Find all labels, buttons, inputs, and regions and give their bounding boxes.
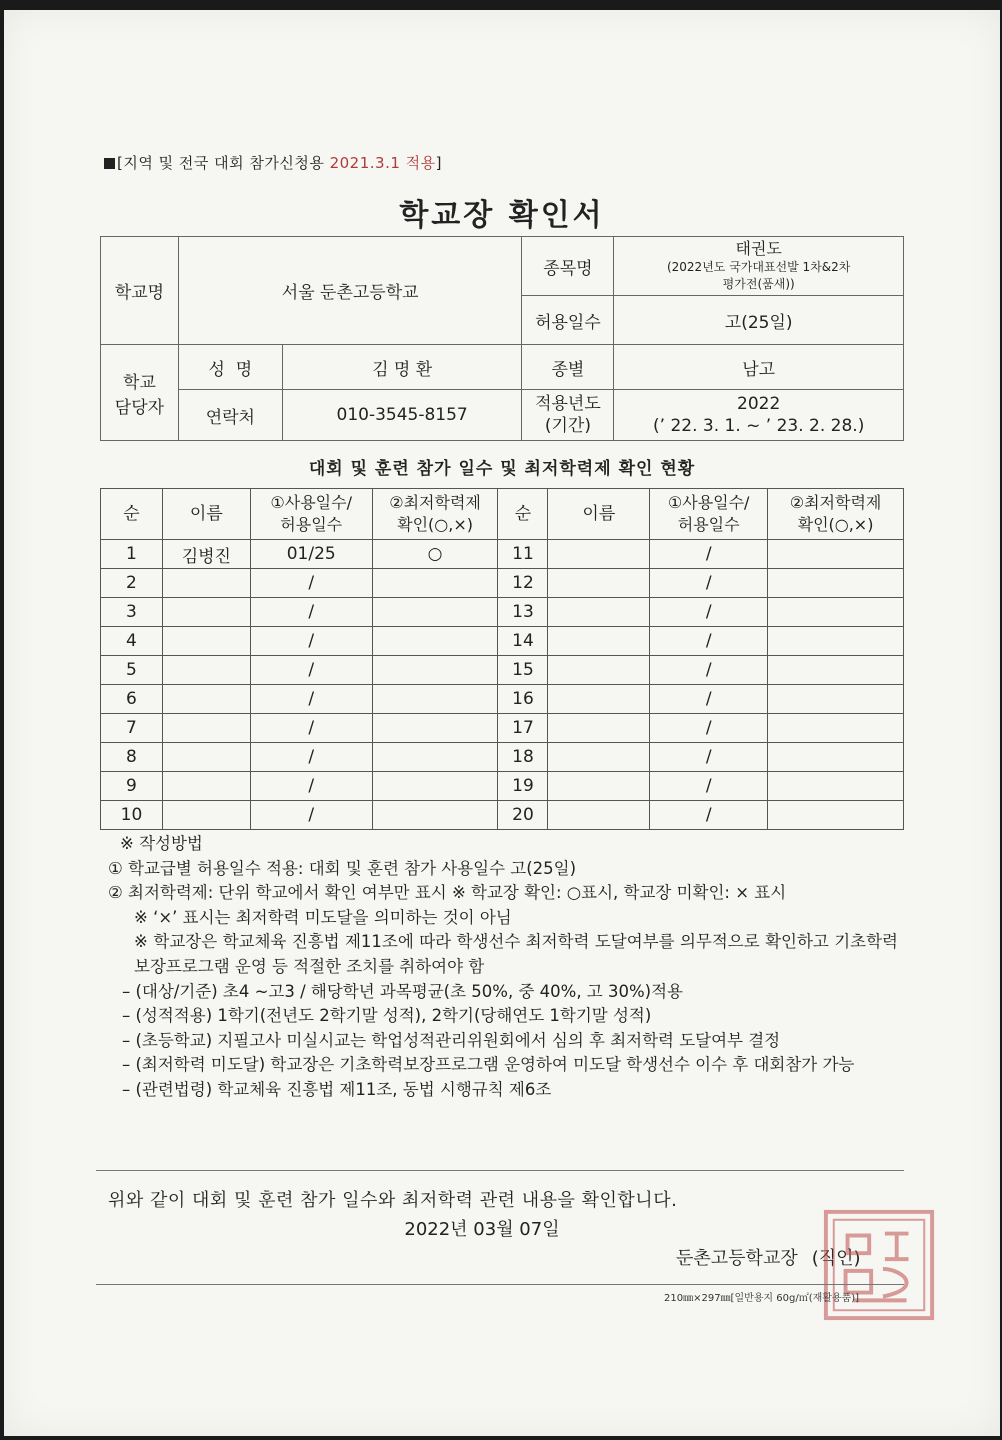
- athlete-name: [548, 656, 650, 685]
- row-number: 2: [101, 569, 163, 598]
- table-row: [101, 801, 904, 830]
- event-cell: [614, 237, 904, 296]
- event-detail-2: 평가전(품새)): [722, 277, 795, 291]
- document-page: [4, 10, 1000, 1436]
- athlete-name: [162, 598, 250, 627]
- academic-check: [372, 598, 498, 627]
- days-label: 허용일수: [522, 296, 614, 345]
- row-number: 8: [101, 743, 163, 772]
- row-number: 4: [101, 627, 163, 656]
- academic-check: [768, 772, 904, 801]
- name-label: 성 명: [178, 345, 282, 390]
- days-used: /: [250, 627, 372, 656]
- col-days-right: [650, 489, 768, 540]
- manager-label-2: 담당자: [114, 397, 165, 418]
- manager-label-1: 학교: [123, 372, 156, 393]
- col-academic-left-1: ②최저학력제: [389, 493, 481, 512]
- col-no-left: 순: [101, 489, 163, 540]
- row-number: 14: [498, 627, 548, 656]
- table-row: [101, 598, 904, 627]
- days-used: /: [650, 598, 768, 627]
- athlete-name: [162, 569, 250, 598]
- issue-date: 2022년 03월 07일: [404, 1219, 560, 1240]
- header-applied-date: 2021.3.1 적용: [329, 154, 436, 172]
- year-label-2: (기간): [544, 416, 591, 436]
- year-period: (’ 22. 3. 1. ~ ’ 23. 2. 28.): [653, 416, 865, 436]
- school-value: 서울 둔촌고등학교: [178, 237, 522, 345]
- athlete-name: [548, 598, 650, 627]
- gender-label: 종별: [522, 345, 614, 390]
- col-days-right-2: 허용일수: [677, 515, 740, 534]
- row-number: 10: [101, 801, 163, 830]
- athlete-name: [548, 569, 650, 598]
- note-9: – (관련법령) 학교체육 진흥법 제11조, 동법 시행규칙 제6조: [122, 1079, 552, 1099]
- athlete-name: [162, 743, 250, 772]
- section-title: 대회 및 훈련 참가 일수 및 최저학력제 확인 현황: [308, 459, 696, 479]
- row-number: 17: [498, 714, 548, 743]
- academic-check: [372, 569, 498, 598]
- academic-check: [768, 598, 904, 627]
- seal-label: (직인): [811, 1248, 861, 1269]
- athlete-name: [162, 772, 250, 801]
- table-row: [101, 743, 904, 772]
- row-number: 3: [101, 598, 163, 627]
- note-8: – (최저학력 미도달) 학교장은 기초학력보장프로그램 운영하여 미도달 학생선수 이수 후 대회참가 가능: [122, 1055, 855, 1075]
- academic-check: [768, 656, 904, 685]
- note-3: ※ ‘×’ 표시는 최저학력 미도달을 의미하는 것이 아님: [134, 907, 512, 927]
- row-number: 19: [498, 772, 548, 801]
- info-table: [100, 236, 904, 441]
- col-academic-right: [768, 489, 904, 540]
- days-value: 고(25일): [614, 296, 904, 345]
- athlete-name: [548, 540, 650, 569]
- academic-check: [372, 656, 498, 685]
- form-header: [104, 152, 442, 173]
- divider-bottom: [96, 1284, 904, 1285]
- col-academic-left: [372, 489, 498, 540]
- athlete-name: [548, 627, 650, 656]
- divider-top: [96, 1170, 904, 1171]
- table-row: [101, 685, 904, 714]
- academic-check: [372, 801, 498, 830]
- col-name-right: 이름: [548, 489, 650, 540]
- academic-check: [768, 801, 904, 830]
- days-used: /: [650, 627, 768, 656]
- signer-name: 둔촌고등학교장: [676, 1248, 798, 1269]
- academic-check: [768, 685, 904, 714]
- academic-check: [372, 772, 498, 801]
- days-used: /: [650, 772, 768, 801]
- year-value: 2022: [737, 394, 781, 414]
- academic-check: [768, 714, 904, 743]
- days-used: /: [650, 743, 768, 772]
- event-label: 종목명: [522, 237, 614, 296]
- col-days-left-2: 허용일수: [280, 515, 343, 534]
- days-used: /: [650, 801, 768, 830]
- row-number: 9: [101, 772, 163, 801]
- athlete-name: 김병진: [162, 540, 250, 569]
- header-prefix: [지역 및 전국 대회 참가신청용: [117, 154, 330, 172]
- document-title: 학교장 확인서: [399, 198, 605, 233]
- gender-value: 남고: [614, 345, 904, 390]
- athlete-name: [548, 685, 650, 714]
- academic-check: [768, 540, 904, 569]
- year-label-1: 적용년도: [535, 394, 601, 414]
- table-row: [101, 540, 904, 569]
- header-suffix: ]: [435, 154, 442, 172]
- days-used: /: [250, 569, 372, 598]
- table-header-row: [101, 489, 904, 540]
- academic-check: [768, 627, 904, 656]
- note-2: ② 최저학력제: 단위 학교에서 확인 여부만 표시 ※ 학교장 확인: ○표시, 학교장 미확인: × 표시: [108, 883, 787, 903]
- col-no-right: 순: [498, 489, 548, 540]
- row-number: 1: [101, 540, 163, 569]
- instructions: [108, 832, 898, 1103]
- academic-check: [768, 743, 904, 772]
- days-used: /: [250, 714, 372, 743]
- days-used: /: [650, 714, 768, 743]
- confirm-statement: 위와 같이 대회 및 훈련 참가 일수와 최저학력 관련 내용을 확인합니다.: [108, 1190, 678, 1211]
- note-5: – (대상/기준) 초4 ~고3 / 해당학년 과목평균(초 50%, 중 40%, 고 30%)적용: [122, 981, 683, 1001]
- athlete-name: [548, 801, 650, 830]
- row-number: 5: [101, 656, 163, 685]
- academic-check: [372, 685, 498, 714]
- athlete-name: [162, 656, 250, 685]
- contact-label: 연락처: [178, 390, 282, 441]
- athlete-name: [548, 714, 650, 743]
- days-used: /: [250, 685, 372, 714]
- days-used: /: [650, 540, 768, 569]
- days-used: /: [250, 598, 372, 627]
- year-value-cell: [614, 390, 904, 441]
- event-detail-1: (2022년도 국가대표선발 1차&2차: [666, 260, 851, 274]
- row-number: 18: [498, 743, 548, 772]
- athlete-name: [162, 714, 250, 743]
- row-number: 13: [498, 598, 548, 627]
- col-academic-left-2: 확인(○,×): [397, 515, 473, 534]
- table-row: [101, 656, 904, 685]
- col-name-left: 이름: [162, 489, 250, 540]
- row-number: 7: [101, 714, 163, 743]
- col-days-left: [250, 489, 372, 540]
- days-used: /: [250, 801, 372, 830]
- row-number: 16: [498, 685, 548, 714]
- row-number: 11: [498, 540, 548, 569]
- col-days-right-1: ①사용일수/: [667, 493, 750, 512]
- academic-check: [372, 743, 498, 772]
- academic-check: [372, 627, 498, 656]
- event-value: 태권도: [735, 239, 782, 258]
- athlete-name: [548, 772, 650, 801]
- row-number: 12: [498, 569, 548, 598]
- note-1: ① 학교급별 허용일수 적용: 대회 및 훈련 참가 사용일수 고(25일): [108, 858, 577, 878]
- academic-check: [372, 714, 498, 743]
- note-6: – (성적적용) 1학기(전년도 2학기말 성적), 2학기(당해연도 1학기말 성적): [122, 1006, 652, 1026]
- official-seal-icon: [820, 1206, 938, 1324]
- note-4: ※ 학교장은 학교체육 진흥법 제11조에 따라 학생선수 최저학력 도달여부를 의무적으로 확인하고 기초학력보장프로그램 운영 등 적절한 조치를 취하여야 함: [134, 932, 898, 976]
- athlete-name: [162, 801, 250, 830]
- row-number: 15: [498, 656, 548, 685]
- athlete-name: [548, 743, 650, 772]
- days-used: /: [650, 685, 768, 714]
- year-label: [522, 390, 614, 441]
- athlete-name: [162, 627, 250, 656]
- athlete-name: [162, 685, 250, 714]
- academic-check: [768, 569, 904, 598]
- row-number: 20: [498, 801, 548, 830]
- name-value: 김 명 환: [282, 345, 522, 390]
- days-used: 01/25: [250, 540, 372, 569]
- square-bullet-icon: [104, 158, 115, 169]
- days-used: /: [650, 656, 768, 685]
- notes-heading: ※ 작성방법: [120, 834, 203, 853]
- days-used: /: [250, 656, 372, 685]
- contact-value: 010-3545-8157: [282, 390, 522, 441]
- col-days-left-1: ①사용일수/: [270, 493, 352, 512]
- manager-label: [101, 345, 179, 441]
- note-7: – (초등학교) 지필고사 미실시교는 학업성적관리위원회에서 심의 후 최저학력 도달여부 결정: [122, 1030, 781, 1050]
- school-label: 학교명: [101, 237, 179, 345]
- academic-check: ○: [372, 540, 498, 569]
- col-academic-right-1: ②최저학력제: [789, 493, 882, 512]
- table-row: [101, 714, 904, 743]
- participation-table: [100, 488, 904, 830]
- col-academic-right-2: 확인(○,×): [797, 515, 874, 534]
- paper-spec-note: 210㎜×297㎜[일반용지 60g/㎡(재활용품)]: [664, 1293, 860, 1304]
- row-number: 6: [101, 685, 163, 714]
- table-row: [101, 569, 904, 598]
- days-used: /: [250, 743, 372, 772]
- days-used: /: [650, 569, 768, 598]
- table-row: [101, 627, 904, 656]
- days-used: /: [250, 772, 372, 801]
- table-row: [101, 772, 904, 801]
